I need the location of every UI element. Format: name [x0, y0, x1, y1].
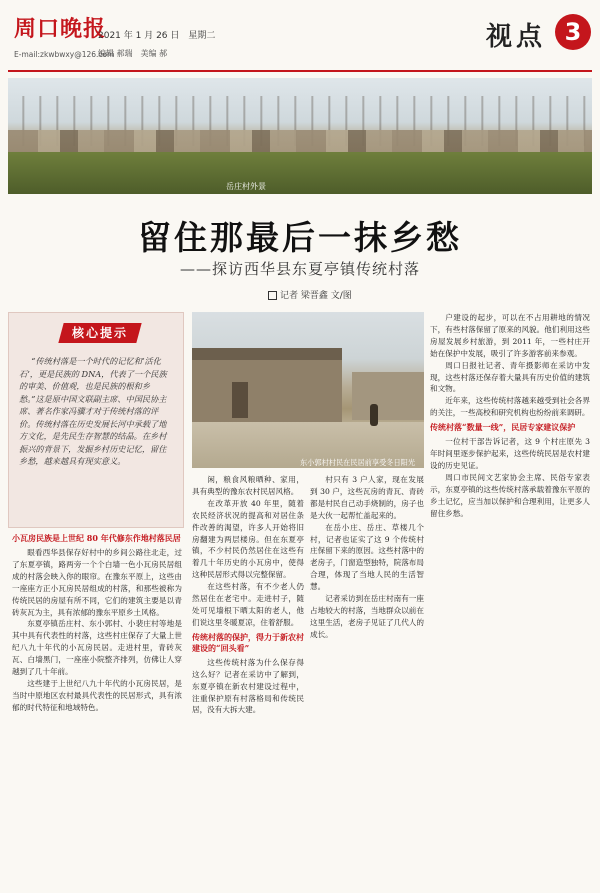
paragraph: 闲，粮食风粮晒种、家用，具有典型的豫东农村民居风格。 [192, 475, 304, 496]
paragraph: 东夏亭镇岳庄村、东小郭村、小裴庄村等地是其中具有代表性的村落，这些村庄保存了大量上世纪八九十年代的小瓦房民居。走进村里，青砖灰瓦、白墙黑门，一座座小院整齐排列，仿佛让人穿越到了几十年前。 [12, 619, 182, 677]
column-4-heading: 传统村落“数量一线”，民居专家建议保护 [430, 422, 576, 433]
column-2-heading: 传统村落的保护，得力于新农村建设的“回头看” [192, 631, 304, 653]
paragraph: 在岳小庄、岳庄、草楼几个村，记者也证实了这 9 个传统村庄保留下来的原因。这些村落中的老房子，门窗造型独特，院落布局合理，体现了当地人民的生活智慧。 [310, 522, 424, 592]
masthead [8, 10, 592, 72]
editors-line: 编辑 郝瑞 美编 郝 [98, 49, 168, 58]
page-number-badge: 3 [555, 14, 591, 50]
email-line: E-mail:zkwbwxy@126.com [14, 50, 115, 59]
paragraph: 户建设的起步，可以在不占用耕地的情况下，有些村落保留了原来的风貌。他们利用这些房屋发展乡村旅游，到 2011 年，一些村庄开始在保护中发展，吸引了许多游客前来参观。 [430, 313, 590, 358]
column-1-heading: 小瓦房民族是上世纪 80 年代修东作地村落民居 [12, 533, 181, 543]
field-shape [8, 152, 592, 194]
newspaper-logo: 周口晚报 [14, 16, 107, 42]
core-summary-box [8, 312, 184, 528]
date-line: 2021 年 1 月 26 日 星期二 [98, 31, 216, 41]
byline-box-icon [268, 291, 277, 300]
paragraph: 周口日报社记者、青年摄影师在采访中发现，这些村落还保存着大量具有历史价值的建筑和文物。 [430, 360, 590, 394]
paragraph: 这些传统村落为什么保存得这么好？记者在采访中了解到，东夏亭镇在新农村建设过程中，注重保护原有村落格局和传统民居，没有大拆大建。 [192, 657, 304, 715]
article-byline [268, 288, 352, 301]
header-rule [8, 70, 592, 72]
core-title [61, 323, 139, 343]
column-3 [310, 474, 424, 886]
wall-shape [192, 360, 342, 422]
houses-shape [8, 130, 592, 152]
top-photo-caption: 岳庄村外景 [226, 182, 266, 191]
paragraph: 村只有 3 户人家，现在发展到 30 户，这些瓦房的青瓦、青砖都是村民自己动手烧制的，房子也是大伙一起帮忙盖起来的。 [310, 475, 424, 520]
paragraph: 在改革开放 40 年里，随着农民经济状况的提高和对居住条件改善的渴望，许多人开始将旧房翻建为两层楼房。但在东夏亭镇，不少村民仍然居住在这些有着几十年历史的小瓦房中，使得这种民居形式得以完整保留。 [192, 498, 304, 580]
mid-photo [192, 312, 424, 468]
paragraph: 在这些村落，有不少老人仍然居住在老宅中。走进村子，随处可见墙根下晒太阳的老人，他们说这里冬暖夏凉，住着舒服。 [192, 582, 304, 627]
paragraph: 一位村干部告诉记者，这 9 个村庄原先 3 年时间里逐步保护起来，这些传统民居是农村建设的历史见证。 [430, 437, 590, 470]
door-shape [232, 382, 248, 418]
section-title: 视点 [486, 22, 547, 52]
core-summary-text: “传统村落是一个时代的记忆和‘活化石’，更是民族的 DNA，代表了一个民族的审美、价值观，也是民族的根和乡愁。”这是原中国文联副主席、中国民协主席、著名作家冯骥才对于传统村落的评价。传统村落在历史发展长河中承载了地方文化，是先民生存智慧的结晶。在乡村振兴的背景下，发掘乡村历史记忆，留住乡愁，越来越具有现实意义。 [19, 356, 167, 466]
paragraph: 近年来，这些传统村落越来越受到社会各界的关注，一些高校和研究机构也纷纷前来调研。 [430, 396, 590, 418]
house-shape [352, 372, 424, 420]
article-subheadline: ——探访西华县东夏亭镇传统村落 [179, 260, 420, 278]
paragraph: 这些建于上世纪八九十年代的小瓦房民居，是当时中原地区农村最具代表性的民居形式，具有浓郁的时代特征和地域特色。 [12, 678, 182, 712]
mid-photo-caption: 东小郭村村民在民居前享受冬日阳光 [300, 458, 416, 467]
byline-text: 记者 梁晋鑫 文/图 [280, 291, 352, 301]
column-2 [192, 474, 304, 886]
paragraph: 周口市民间文艺家协会主席、民俗专家表示，东夏亭镇的这些传统村落承载着豫东平原的乡土记忆，应当加以保护和合理利用，让更多人留住乡愁。 [430, 472, 590, 518]
core-title-text: 核心提示 [71, 326, 128, 340]
person-shape [370, 404, 378, 426]
paragraph: 眼看西华县保存好村中的乡间公路往北走，过了东夏亭镇，路两旁一个个白墙一色小瓦房民居组成的村落会映入你的眼帘。在豫东平原上，这些由一座座方正小瓦房民居组成的村落，和那些被称为传统民居的房屋有所不同，它们的建筑主要是以青砖灰瓦为主，具有浓郁的豫东平原乡土风格。 [12, 548, 182, 617]
village-photo [8, 78, 592, 194]
column-4 [430, 312, 590, 886]
paragraph: 记者采访到在岳庄村南有一座占地较大的村落，当地群众以前在这里生活，老房子见证了几代人的成长。 [310, 594, 424, 639]
column-1 [12, 530, 182, 885]
article-headline: 留住那最后一抹乡愁 [138, 218, 462, 257]
